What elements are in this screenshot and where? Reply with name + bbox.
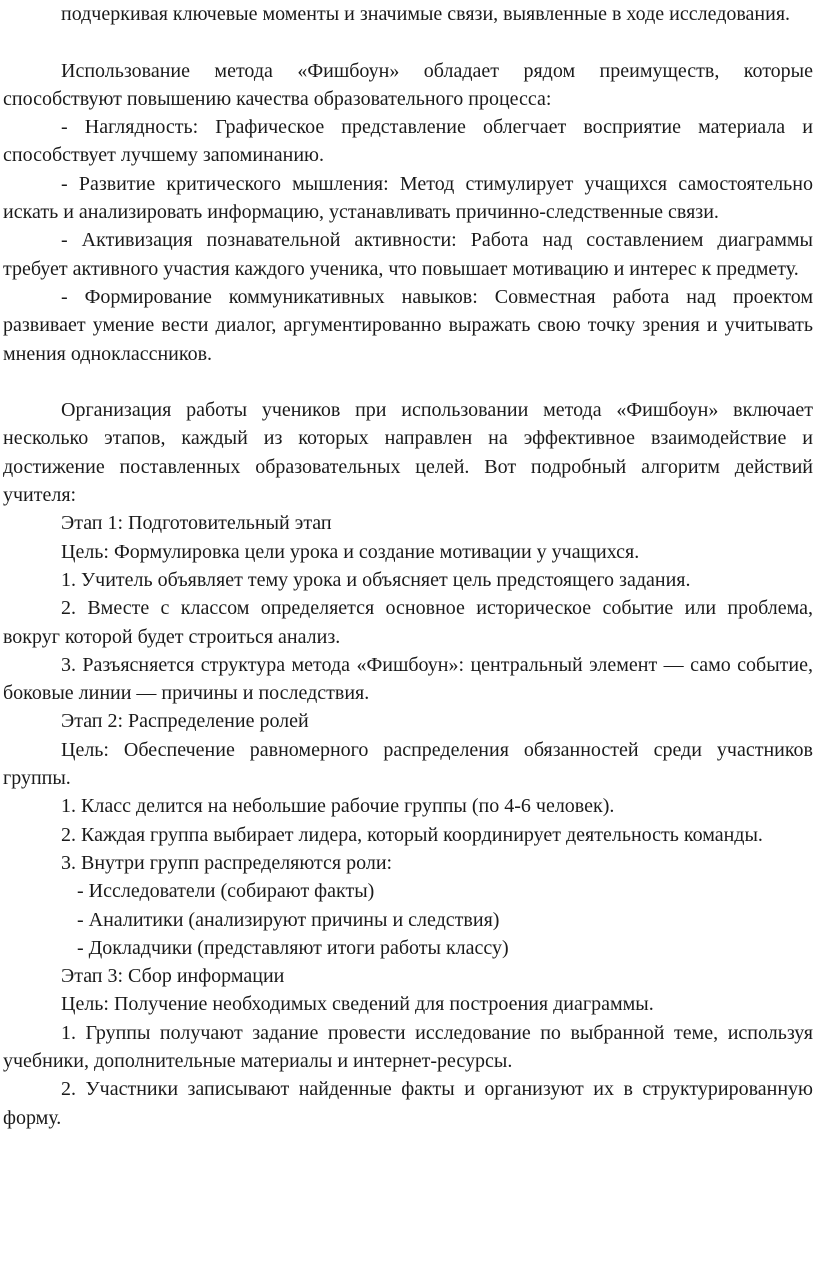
stage-2-step-2: 2. Каждая группа выбирает лидера, который координирует деятельность команды. (61, 823, 763, 846)
stage-1-goal: Цель: Формулировка цели урока и создание мотивации у учащихся. (61, 540, 640, 563)
paragraph-advantages-intro: Использование метода «Фишбоун» обладает рядом преимуществ, которые способствуют повышению качества образовательного процесса: (3, 59, 813, 110)
stage-2-step-3: 3. Внутри групп распределяются роли: (61, 851, 393, 874)
advantage-item-critical-thinking: - Развитие критического мышления: Метод стимулирует учащихся самостоятельно искать и анализировать информацию, устанавливать причинно-следственные связи. (3, 172, 813, 224)
stage-3-step-2: 2. Участники записывают найденные факты и организуют их в структурированную форму. (3, 1078, 813, 1129)
stage-1-step-2: 2. Вместе с классом определяется основное историческое событие или проблема, вокруг которой будет строиться анализ. (3, 597, 813, 648)
stage-1-step-3: 3. Разъясняется структура метода «Фишбоун»: центральный элемент — само событие, боковые линии — причины и последствия. (3, 653, 813, 705)
advantage-item-communication: - Формирование коммуникативных навыков: Совместная работа над проектом развивает умение вести диалог, аргументированно выражать свою точку зрения и учитывать мнения одноклассников. (3, 285, 813, 365)
role-item-analysts: - Аналитики (анализируют причины и следствия) (77, 908, 500, 931)
stage-3-step-1: 1. Группы получают задание провести исследование по выбранной теме, используя учебники, дополнительные материалы и интернет-ресурсы. (3, 1021, 813, 1072)
stage-3-heading: Этап 3: Сбор информации (61, 965, 285, 988)
stage-1-step-1: 1. Учитель объявляет тему урока и объясняет цель предстоящего задания. (61, 568, 691, 591)
paragraph-spacer (3, 368, 813, 396)
stage-1-heading: Этап 1: Подготовительный этап (61, 512, 332, 535)
paragraph-spacer (3, 28, 813, 56)
stage-2-step-1: 1. Класс делится на небольшие рабочие группы (по 4-6 человек). (61, 795, 615, 818)
advantage-item-clarity: - Наглядность: Графическое представление облегчает восприятие материала и способствует лучшему запоминанию. (3, 116, 813, 167)
role-item-researchers: - Исследователи (собирают факты) (77, 880, 375, 903)
advantage-item-cognitive-activity: - Активизация познавательной активности: Работа над составлением диаграммы требует активного участия каждого ученика, что повышает мотивацию и интерес к предмету. (3, 229, 813, 280)
stage-2-heading: Этап 2: Распределение ролей (61, 710, 309, 733)
stage-3-goal: Цель: Получение необходимых сведений для построения диаграммы. (61, 993, 654, 1016)
role-item-speakers: - Докладчики (представляют итоги работы классу) (77, 936, 509, 959)
paragraph-organization-intro: Организация работы учеников при использовании метода «Фишбоун» включает несколько этапов, каждый из которых направлен на эффективное взаимодействие и достижение поставленных образовательных целей. Вот подробный алгоритм действий учителя: (3, 399, 813, 507)
paragraph-continuation: подчеркивая ключевые моменты и значимые связи, выявленные в ходе исследования. (61, 3, 791, 25)
stage-2-goal: Цель: Обеспечение равномерного распределения обязанностей среди участников группы. (3, 738, 813, 790)
